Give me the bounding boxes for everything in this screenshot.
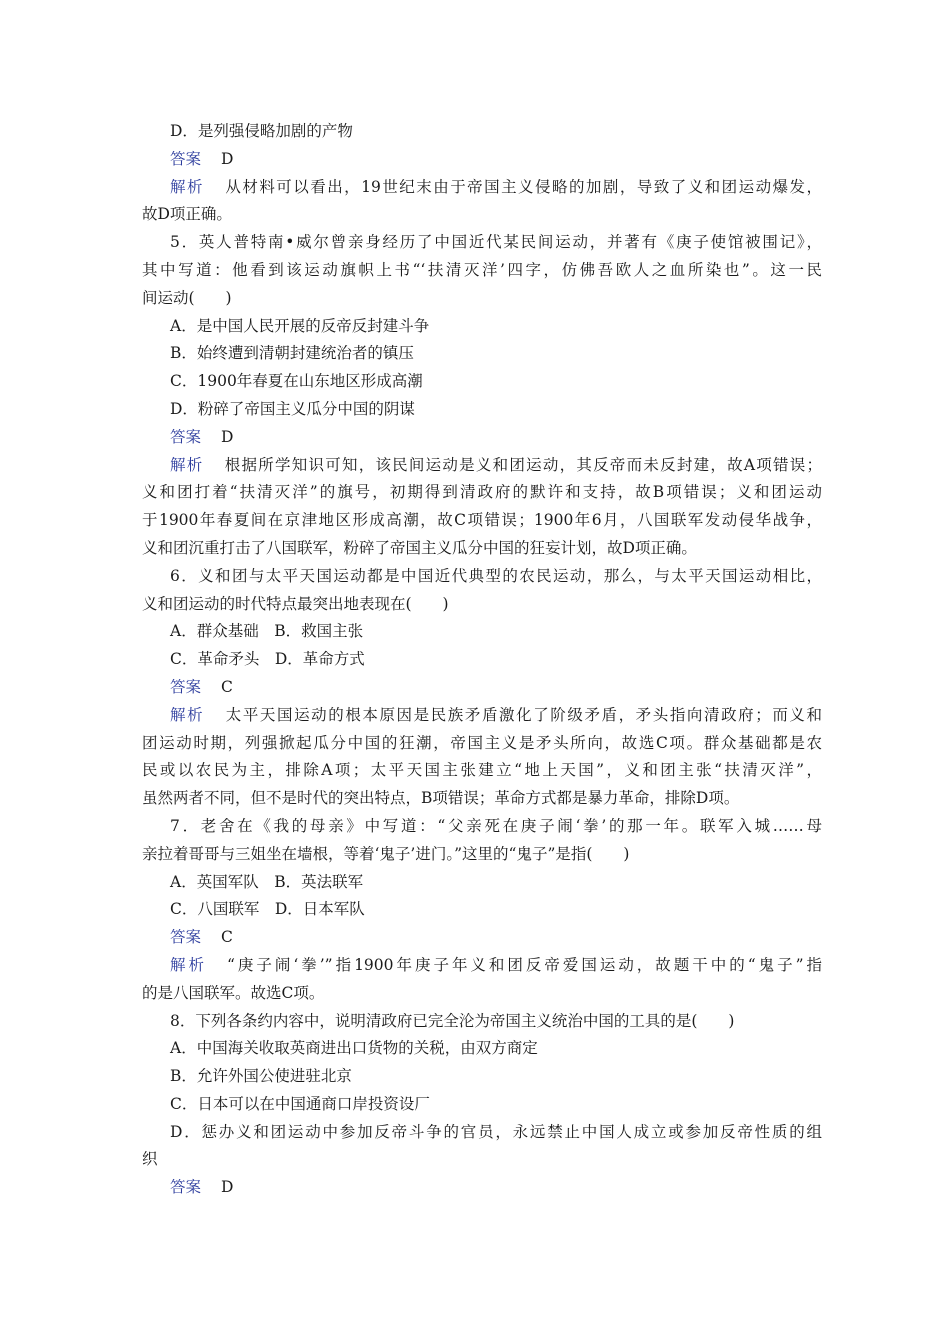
q7-analysis-line: 的是八国联军。故选C项。 [142, 983, 325, 1002]
q7-options-ab: A．英国军队 B．英法联军 [170, 872, 364, 891]
q6-analysis-line: 解析 太平天国运动的根本原因是民族矛盾激化了阶级矛盾，矛头指向清政府；而义和 [170, 705, 822, 724]
q5-analysis-line: 义和团打着“扶清灭洋”的旗号，初期得到清政府的默许和支持，故B项错误；义和团运动 [142, 483, 822, 502]
answer-value: C [221, 928, 233, 947]
answer-value: C [221, 677, 233, 696]
q4-option-d: D．是列强侵略加剧的产物 [170, 122, 353, 140]
q5-option-b: B．始终遭到清朝封建统治者的镇压 [170, 344, 414, 363]
q4-analysis-line: 故D项正确。 [142, 205, 232, 224]
answer-label: 答案 [170, 149, 202, 168]
q8-option-a: A．中国海关收取英商进出口货物的关税，由双方商定 [170, 1039, 538, 1058]
document-page [142, 118, 822, 1202]
q6-analysis-line: 民或以农民为主，排除A项；太平天国主张建立“地上天国”，义和团主张“扶清灭洋”， [142, 761, 822, 780]
answer-label: 答案 [170, 677, 202, 696]
answer-label: 答案 [170, 1178, 202, 1197]
q7-answer [142, 924, 822, 952]
analysis-label: 解析 [170, 177, 204, 196]
q4-analysis-line: 解析 从材料可以看出，19世纪末由于帝国主义侵略的加剧，导致了义和团运动爆发， [170, 177, 822, 196]
answer-value: D [221, 427, 234, 446]
q5-answer [142, 424, 822, 452]
answer-value: D [221, 149, 234, 168]
q5-stem-line: 5．英人普特南•威尔曾亲身经历了中国近代某民间运动，并著有《庚子使馆被围记》， [170, 233, 822, 252]
q7-stem-line: 7．老舍在《我的母亲》中写道：“父亲死在庚子闹‘拳’的那一年。联军入城……母 [170, 816, 822, 835]
q5-stem-line: 其中写道：他看到该运动旗帜上书“‘扶清灭洋’四字，仿佛吾欧人之血所染也”。这一民 [142, 260, 822, 279]
q6-analysis-line: 虽然两者不同，但不是时代的突出特点，B项错误；革命方式都是暴力革命，排除D项。 [142, 789, 740, 808]
q6-stem-line: 义和团运动的时代特点最突出地表现在( ) [142, 594, 449, 613]
q5-stem-line: 间运动( ) [142, 288, 232, 307]
analysis-label: 解析 [170, 455, 204, 474]
q5-option-a: A．是中国人民开展的反帝反封建斗争 [170, 316, 430, 335]
q8-answer [142, 1174, 822, 1202]
q5-analysis-line: 于1900年春夏间在京津地区形成高潮，故C项错误；1900年6月，八国联军发动侵华战争， [142, 511, 822, 530]
q8-stem-line: 8．下列各条约内容中，说明清政府已完全沦为帝国主义统治中国的工具的是( ) [170, 1011, 735, 1030]
q5-option-c: C．1900年春夏在山东地区形成高潮 [170, 372, 423, 391]
q6-analysis-line: 团运动时期，列强掀起瓜分中国的狂潮，帝国主义是矛头所向，故选C项。群众基础都是农 [142, 733, 822, 752]
q5-option-d: D．粉碎了帝国主义瓜分中国的阴谋 [170, 399, 415, 418]
q5-analysis-line: 义和团沉重打击了八国联军，粉碎了帝国主义瓜分中国的狂妄计划，故D项正确。 [142, 538, 697, 557]
q6-options-ab: A．群众基础 B．救国主张 [170, 622, 364, 641]
q6-options-cd: C．革命矛头 D．革命方式 [170, 650, 365, 669]
q7-analysis-line: 解析 “庚子闹‘拳’”指1900年庚子年义和团反帝爱国运动，故题干中的“鬼子”指 [170, 955, 822, 974]
q8-option-c: C．日本可以在中国通商口岸投资设厂 [170, 1094, 430, 1113]
q7-options-cd: C．八国联军 D．日本军队 [170, 900, 365, 919]
q6-stem-line: 6．义和团与太平天国运动都是中国近代典型的农民运动，那么，与太平天国运动相比， [170, 566, 822, 585]
q8-option-b: B．允许外国公使进驻北京 [170, 1067, 352, 1086]
q8-option-d-cont: 织 [142, 1150, 158, 1169]
answer-value: D [221, 1178, 234, 1197]
analysis-label: 解析 [170, 705, 205, 724]
answer-label: 答案 [170, 427, 202, 446]
q5-analysis-line: 解析 根据所学知识可知，该民间运动是义和团运动，其反帝而未反封建，故A项错误； [170, 455, 822, 474]
q4-answer [142, 146, 822, 174]
q7-stem-line: 亲拉着哥哥与三姐坐在墙根，等着‘鬼子’进门。”这里的“鬼子”是指( ) [142, 844, 630, 863]
analysis-label: 解析 [170, 955, 207, 974]
answer-label: 答案 [170, 928, 202, 947]
q6-answer [142, 674, 822, 702]
q8-option-d: D．惩办义和团运动中参加反帝斗争的官员，永远禁止中国人成立或参加反帝性质的组 [170, 1122, 822, 1141]
